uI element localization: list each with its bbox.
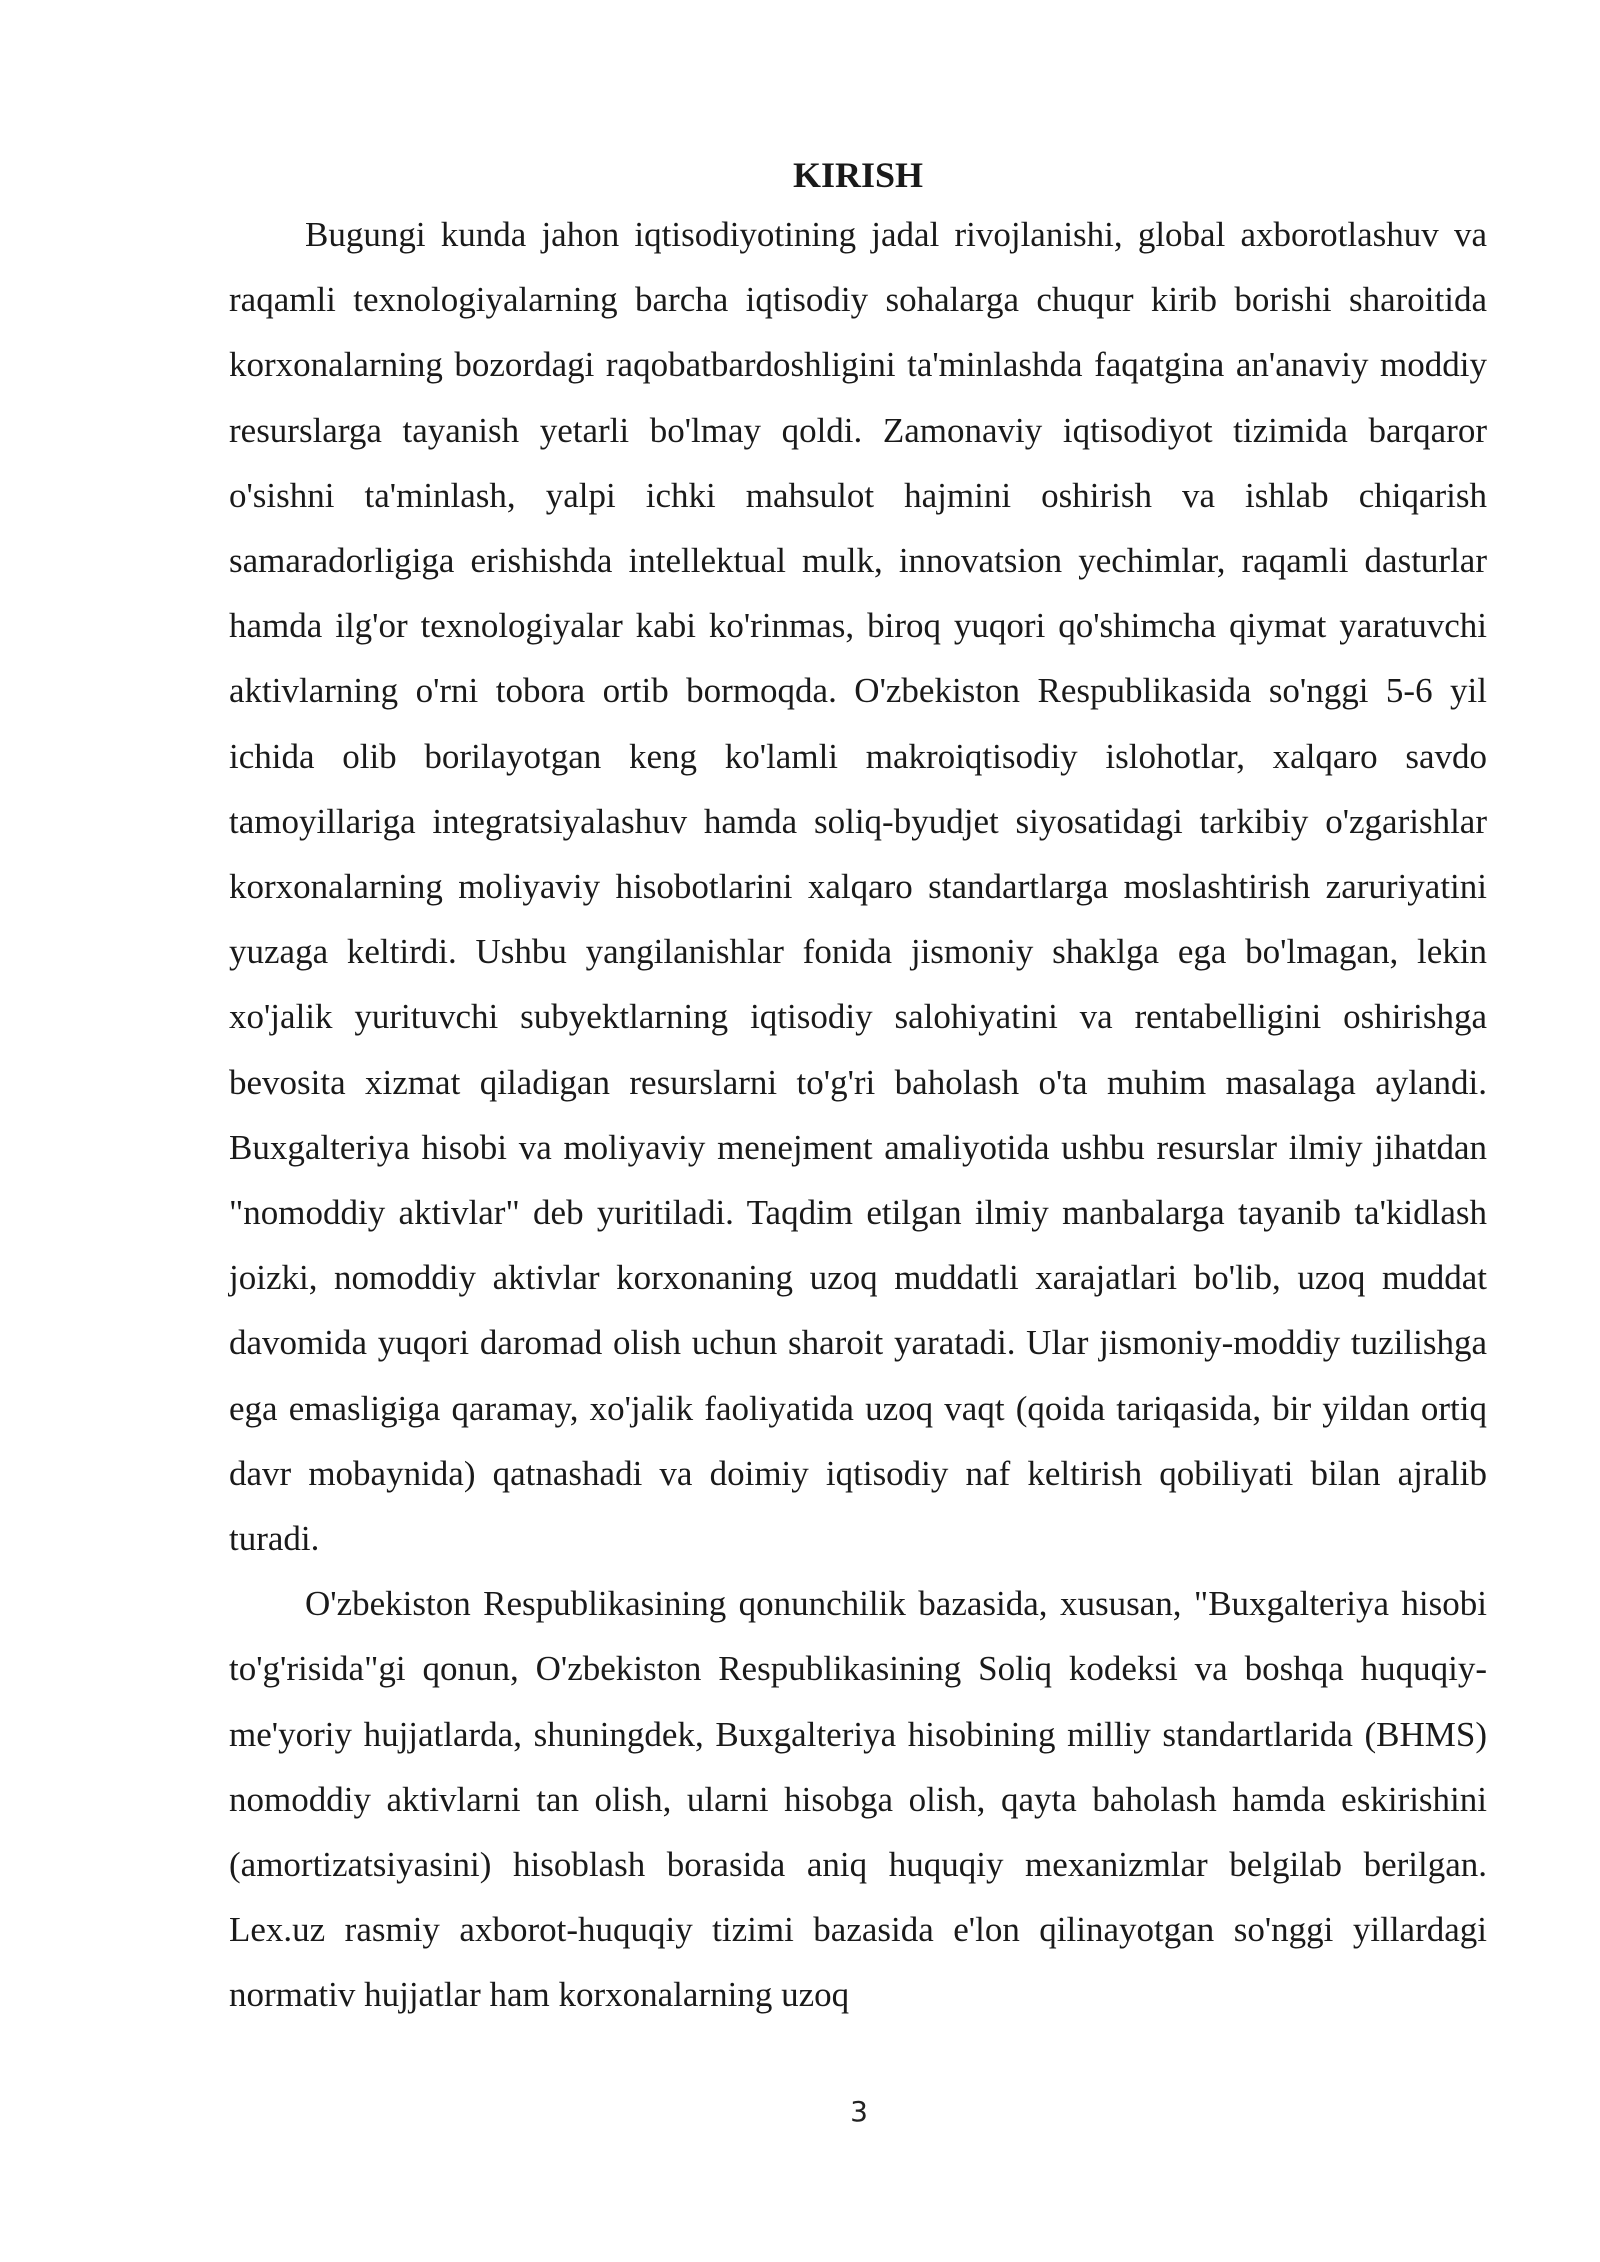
document-page [229, 148, 1487, 2028]
body-paragraph-1: Bugungi kunda jahon iqtisodiyotining jadal rivojlanishi, global axborotlashuv va raqamli texnologiyalarning barcha iqtisodiy sohalarga chuqur kirib borishi sharoitida korxonalarning bozordagi raqobatbardoshligini ta'minlashda faqatgina an'anaviy moddiy resurslarga tayanish yetarli bo'lmay qoldi. Zamonaviy iqtisodiyot tizimida barqaror o'sishni ta'minlash, yalpi ichki mahsulot hajmini oshirish va ishlab chiqarish samaradorligiga erishishda intellektual mulk, innovatsion yechimlar, raqamli dasturlar hamda ilg'or texnologiyalar kabi ko'rinmas, biroq yuqori qo'shimcha qiymat yaratuvchi aktivlarning o'rni tobora ortib bormoqda. O'zbekiston Respublikasida so'nggi 5-6 yil ichida olib borilayotgan keng ko'lamli makroiqtisodiy islohotlar, xalqaro savdo tamoyillariga integratsiyalashuv hamda soliq-byudjet siyosatidagi tarkibiy o'zgarishlar korxonalarning moliyaviy hisobotlarini xalqaro standartlarga moslashtirish zaruriyatini yuzaga keltirdi. Ushbu yangilanishlar fonida jismoniy shaklga ega bo'lmagan, lekin xo'jalik yurituvchi subyektlarning iqtisodiy salohiyatini va rentabelligini oshirishga bevosita xizmat qiladigan resurslarni to'g'ri baholash o'ta muhim masalaga aylandi. Buxgalteriya hisobi va moliyaviy menejment amaliyotida ushbu resurslar ilmiy jihatdan "nomoddiy aktivlar" deb yuritiladi. Taqdim etilgan ilmiy manbalarga tayanib ta'kidlash joizki, nomoddiy aktivlar korxonaning uzoq muddatli xarajatlari bo'lib, uzoq muddat davomida yuqori daromad olish uchun sharoit yaratadi. Ular jismoniy-moddiy tuzilishga ega emasligiga qaramay, xo'jalik faoliyatida uzoq vaqt (qoida tariqasida, bir yildan ortiq davr mobaynida) qatnashadi va doimiy iqtisodiy naf keltirish qobiliyati bilan ajralib turadi. [229, 215, 1487, 1559]
body-paragraph-2: O'zbekiston Respublikasining qonunchilik bazasida, xususan, "Buxgalteriya hisobi to'g'risida"gi qonun, O'zbekiston Respublikasining Soliq kodeksi va boshqa huquqiy-me'yoriy hujjatlarda, shuningdek, Buxgalteriya hisobining milliy standartlarida (BHMS) nomoddiy aktivlarni tan olish, ularni hisobga olish, qayta baholash hamda eskirishini (amortizatsiyasini) hisoblash borasida aniq huquqiy mexanizmlar belgilab berilgan. Lex.uz rasmiy axborot-huquqiy tizimi bazasida e'lon qilinayotgan so'nggi yillardagi normativ hujjatlar ham korxonalarning uzoq [229, 1584, 1487, 2015]
section-heading: KIRISH [792, 155, 924, 195]
page-number: 3 [850, 2095, 868, 2128]
